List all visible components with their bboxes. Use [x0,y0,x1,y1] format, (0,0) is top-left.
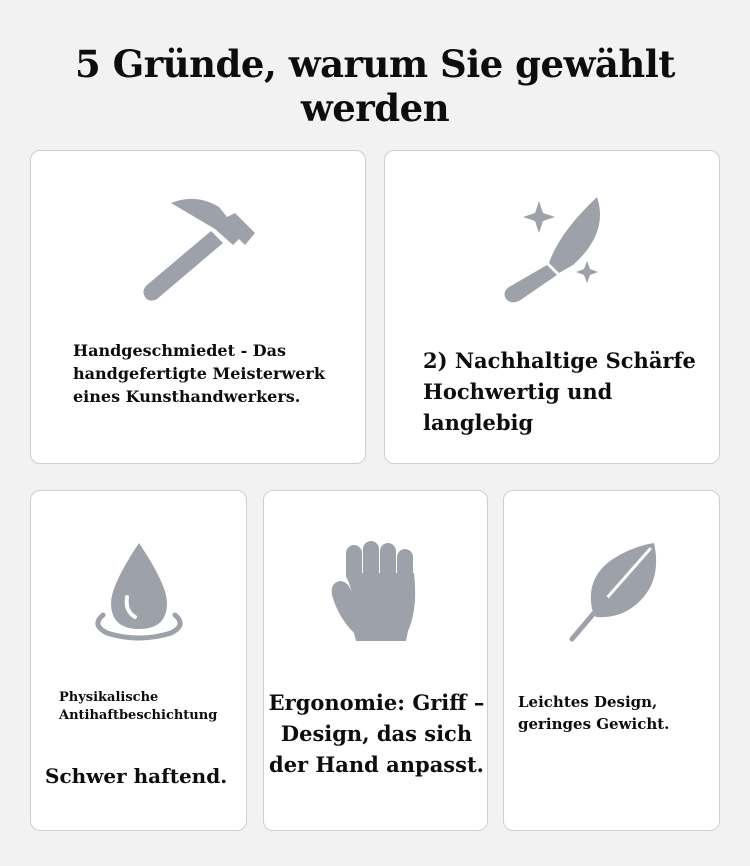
card-text-line: Ergonomie: Griff – [268,690,485,715]
page-title: 5 Gründe, warum Sie gewählt werden [75,42,675,130]
feature-card-ergonomics [263,490,488,831]
fist-icon [330,539,422,643]
hammer-icon [141,193,261,303]
card-text-line: handgefertigte Meisterwerk [73,364,325,383]
feature-card-handforged [30,150,366,464]
card-caption [59,689,217,725]
feature-card-sharpness [384,150,720,464]
card-caption-line: Antihaftbeschichtung [59,708,218,723]
card-subtitle: Schwer haftend. [45,764,228,788]
feature-card-nonstick [30,490,247,831]
card-text [423,345,719,438]
card-text-line: Design, das sich [280,721,473,746]
card-text-line: geringes Gewicht. [518,715,670,733]
feather-icon [566,539,662,643]
feature-card-lightweight [503,490,720,831]
card-text [73,339,325,408]
card-caption-line: Physikalische [59,690,159,705]
card-text-line: 2) Nachhaltige Schärfe [423,348,696,373]
water-drop-icon [89,541,189,641]
knife-sparkle-icon [499,193,609,303]
card-text-line: der Hand anpasst. [269,752,484,777]
card-text-line: Hochwertig und langlebig [423,379,613,435]
card-text-line: Handgeschmiedet - Das [73,341,287,360]
card-text [518,691,669,735]
card-text [264,687,489,780]
card-text-line: Leichtes Design, [518,693,658,711]
card-text-line: eines Kunsthandwerkers. [73,387,301,406]
